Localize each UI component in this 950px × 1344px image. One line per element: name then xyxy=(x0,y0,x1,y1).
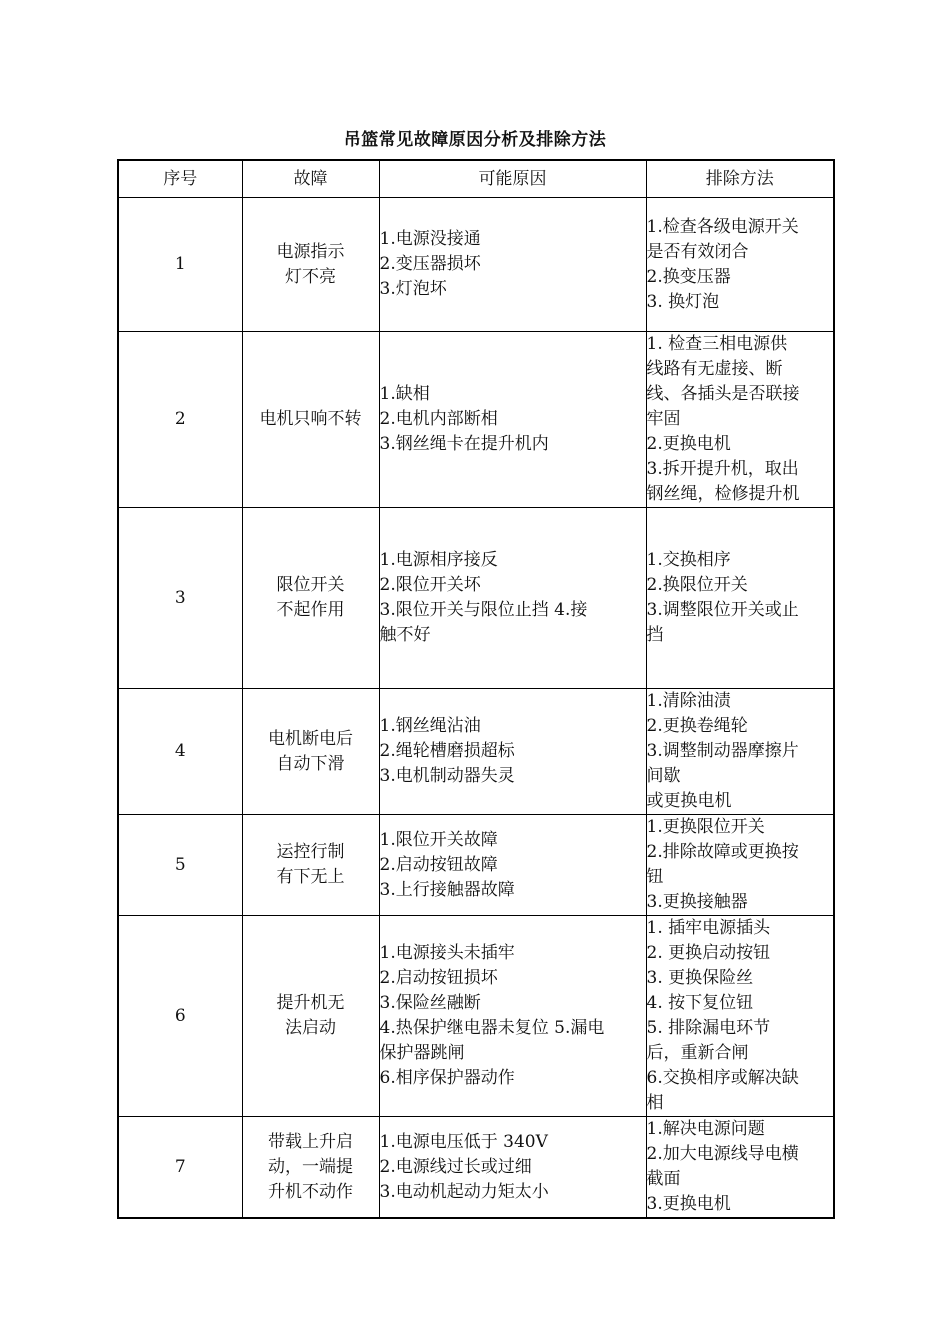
fix-line: 1.解决电源问题 xyxy=(646,1119,765,1139)
row-number: 4 xyxy=(118,689,242,815)
fault-line: 电机断电后 xyxy=(268,728,353,749)
fix-line: 挡 xyxy=(646,625,664,645)
fixes-cell xyxy=(646,689,834,815)
fixes-cell xyxy=(646,815,834,916)
fixes-cell xyxy=(646,916,834,1117)
fault-line: 灯不亮 xyxy=(285,266,336,287)
cause-line: 1.电源电压低于 340V xyxy=(379,1131,548,1152)
causes-cell xyxy=(379,332,646,508)
fix-line: 1. 插牢电源插头 xyxy=(646,918,771,938)
fix-line: 5. 排除漏电环节 xyxy=(646,1018,771,1038)
fault-line: 不起作用 xyxy=(276,600,345,620)
fix-line: 1. 检查三相电源供 xyxy=(646,334,788,354)
table-row xyxy=(118,815,834,916)
cause-line: 1.电源接头未插牢 xyxy=(379,943,515,963)
cause-line: 2.绳轮槽磨损超标 xyxy=(379,741,515,761)
fault-line: 有下无上 xyxy=(276,867,345,887)
fix-line: 3. 更换保险丝 xyxy=(646,968,754,988)
cause-line: 1.缺相 xyxy=(379,384,430,404)
fault-line: 法启动 xyxy=(285,1018,336,1038)
header-fixes: 排除方法 xyxy=(646,160,834,198)
cause-line: 2.变压器损坏 xyxy=(379,254,481,274)
fixes-cell xyxy=(646,198,834,332)
fault-line: 运控行制 xyxy=(276,842,345,862)
fix-line: 牢固 xyxy=(646,409,681,429)
fix-line: 1.更换限位开关 xyxy=(646,817,765,837)
fix-line: 2.更换卷绳轮 xyxy=(646,716,748,736)
fault-cell xyxy=(242,332,379,508)
fix-line: 间歇 xyxy=(646,766,681,786)
fix-line: 4. 按下复位钮 xyxy=(646,993,754,1013)
document-title: 吊篮常见故障原因分析及排除方法 xyxy=(343,130,607,150)
causes-cell xyxy=(379,815,646,916)
fix-line: 1.检查各级电源开关 xyxy=(646,216,799,237)
cause-line: 3.保险丝融断 xyxy=(379,993,481,1013)
fix-line: 2.加大电源线导电横 xyxy=(646,1144,799,1164)
fix-line: 线路有无虚接、断 xyxy=(646,359,783,379)
fix-line: 2.更换电机 xyxy=(646,434,731,454)
cause-line: 1.电源相序接反 xyxy=(379,550,498,570)
fix-line: 相 xyxy=(646,1093,664,1113)
fixes-cell xyxy=(646,508,834,689)
header-causes: 可能原因 xyxy=(379,160,646,198)
fix-line: 线、各插头是否联接 xyxy=(646,384,800,404)
cause-line: 触不好 xyxy=(379,625,431,645)
table-header-row xyxy=(118,160,834,198)
fix-line: 钢丝绳，检修提升机 xyxy=(646,484,800,504)
fix-line: 截面 xyxy=(646,1169,681,1189)
row-number: 1 xyxy=(118,198,242,332)
fix-line: 3.更换接触器 xyxy=(646,892,748,912)
fault-cell xyxy=(242,916,379,1117)
fault-cell xyxy=(242,508,379,689)
causes-cell xyxy=(379,916,646,1117)
fault-cell xyxy=(242,198,379,332)
row-number: 5 xyxy=(118,815,242,916)
cause-line: 3.上行接触器故障 xyxy=(379,879,515,900)
fix-line: 3.更换电机 xyxy=(646,1194,731,1214)
row-number: 6 xyxy=(118,916,242,1117)
causes-cell xyxy=(379,508,646,689)
table-row xyxy=(118,916,834,1117)
fault-line: 提升机无 xyxy=(276,993,345,1013)
fault-line: 电机只响不转 xyxy=(259,409,362,429)
fault-table xyxy=(117,159,835,1219)
fix-line: 钮 xyxy=(646,867,664,887)
cause-line: 3.电机制动器失灵 xyxy=(379,766,515,786)
cause-line: 1.电源没接通 xyxy=(379,229,481,249)
fix-line: 2. 更换启动按钮 xyxy=(646,943,771,963)
cause-line: 1.限位开关故障 xyxy=(379,829,498,850)
row-number: 3 xyxy=(118,508,242,689)
fault-line: 自动下滑 xyxy=(276,753,345,774)
cause-line: 2.启动按钮损坏 xyxy=(379,968,498,988)
cause-line: 2.启动按钮故障 xyxy=(379,854,498,875)
fault-cell xyxy=(242,815,379,916)
header-fault: 故障 xyxy=(242,160,379,198)
fix-line: 3.调整限位开关或止 xyxy=(646,600,799,620)
fixes-cell xyxy=(646,1117,834,1219)
cause-line: 6.相序保护器动作 xyxy=(379,1068,515,1088)
fix-line: 2.排除故障或更换按 xyxy=(646,842,799,862)
cause-line: 1.钢丝绳沾油 xyxy=(379,716,481,736)
fault-cell xyxy=(242,1117,379,1219)
fault-line: 动，一端提 xyxy=(268,1156,353,1177)
cause-line: 3.电动机起动力矩太小 xyxy=(379,1181,549,1202)
causes-cell xyxy=(379,689,646,815)
cause-line: 2.电源线过长或过细 xyxy=(379,1156,532,1177)
cause-line: 2.限位开关坏 xyxy=(379,575,481,595)
causes-cell xyxy=(379,1117,646,1219)
cause-line: 3.限位开关与限位止挡 4.接 xyxy=(379,600,588,620)
cause-line: 4.热保护继电器未复位 5.漏电 xyxy=(379,1018,605,1038)
cause-line: 2.电机内部断相 xyxy=(379,409,498,429)
fault-line: 升机不动作 xyxy=(268,1181,353,1202)
table-row xyxy=(118,1117,834,1219)
fault-cell xyxy=(242,689,379,815)
fault-line: 限位开关 xyxy=(276,575,345,595)
fix-line: 1.交换相序 xyxy=(646,550,731,570)
row-number: 2 xyxy=(118,332,242,508)
table-row xyxy=(118,508,834,689)
fix-line: 2.换限位开关 xyxy=(646,575,748,595)
fix-line: 3.调整制动器摩擦片 xyxy=(646,741,799,761)
causes-cell xyxy=(379,198,646,332)
cause-line: 3.钢丝绳卡在提升机内 xyxy=(379,434,549,454)
cause-line: 3.灯泡坏 xyxy=(379,279,447,299)
table-row xyxy=(118,332,834,508)
fault-line: 带载上升启 xyxy=(268,1131,353,1152)
fix-line: 6.交换相序或解决缺 xyxy=(646,1068,799,1088)
header-no: 序号 xyxy=(118,160,242,198)
table-row xyxy=(118,198,834,332)
fix-line: 3. 换灯泡 xyxy=(646,291,720,312)
fix-line: 或更换电机 xyxy=(646,791,732,811)
row-number: 7 xyxy=(118,1117,242,1219)
table-row xyxy=(118,689,834,815)
fix-line: 2.换变压器 xyxy=(646,266,731,287)
fault-line: 电源指示 xyxy=(276,241,345,262)
cause-line: 保护器跳闸 xyxy=(379,1043,465,1063)
fixes-cell xyxy=(646,332,834,508)
fix-line: 3.拆开提升机，取出 xyxy=(646,459,799,479)
fix-line: 是否有效闭合 xyxy=(646,241,749,262)
fix-line: 1.清除油渍 xyxy=(646,691,731,711)
fix-line: 后，重新合闸 xyxy=(646,1043,749,1063)
